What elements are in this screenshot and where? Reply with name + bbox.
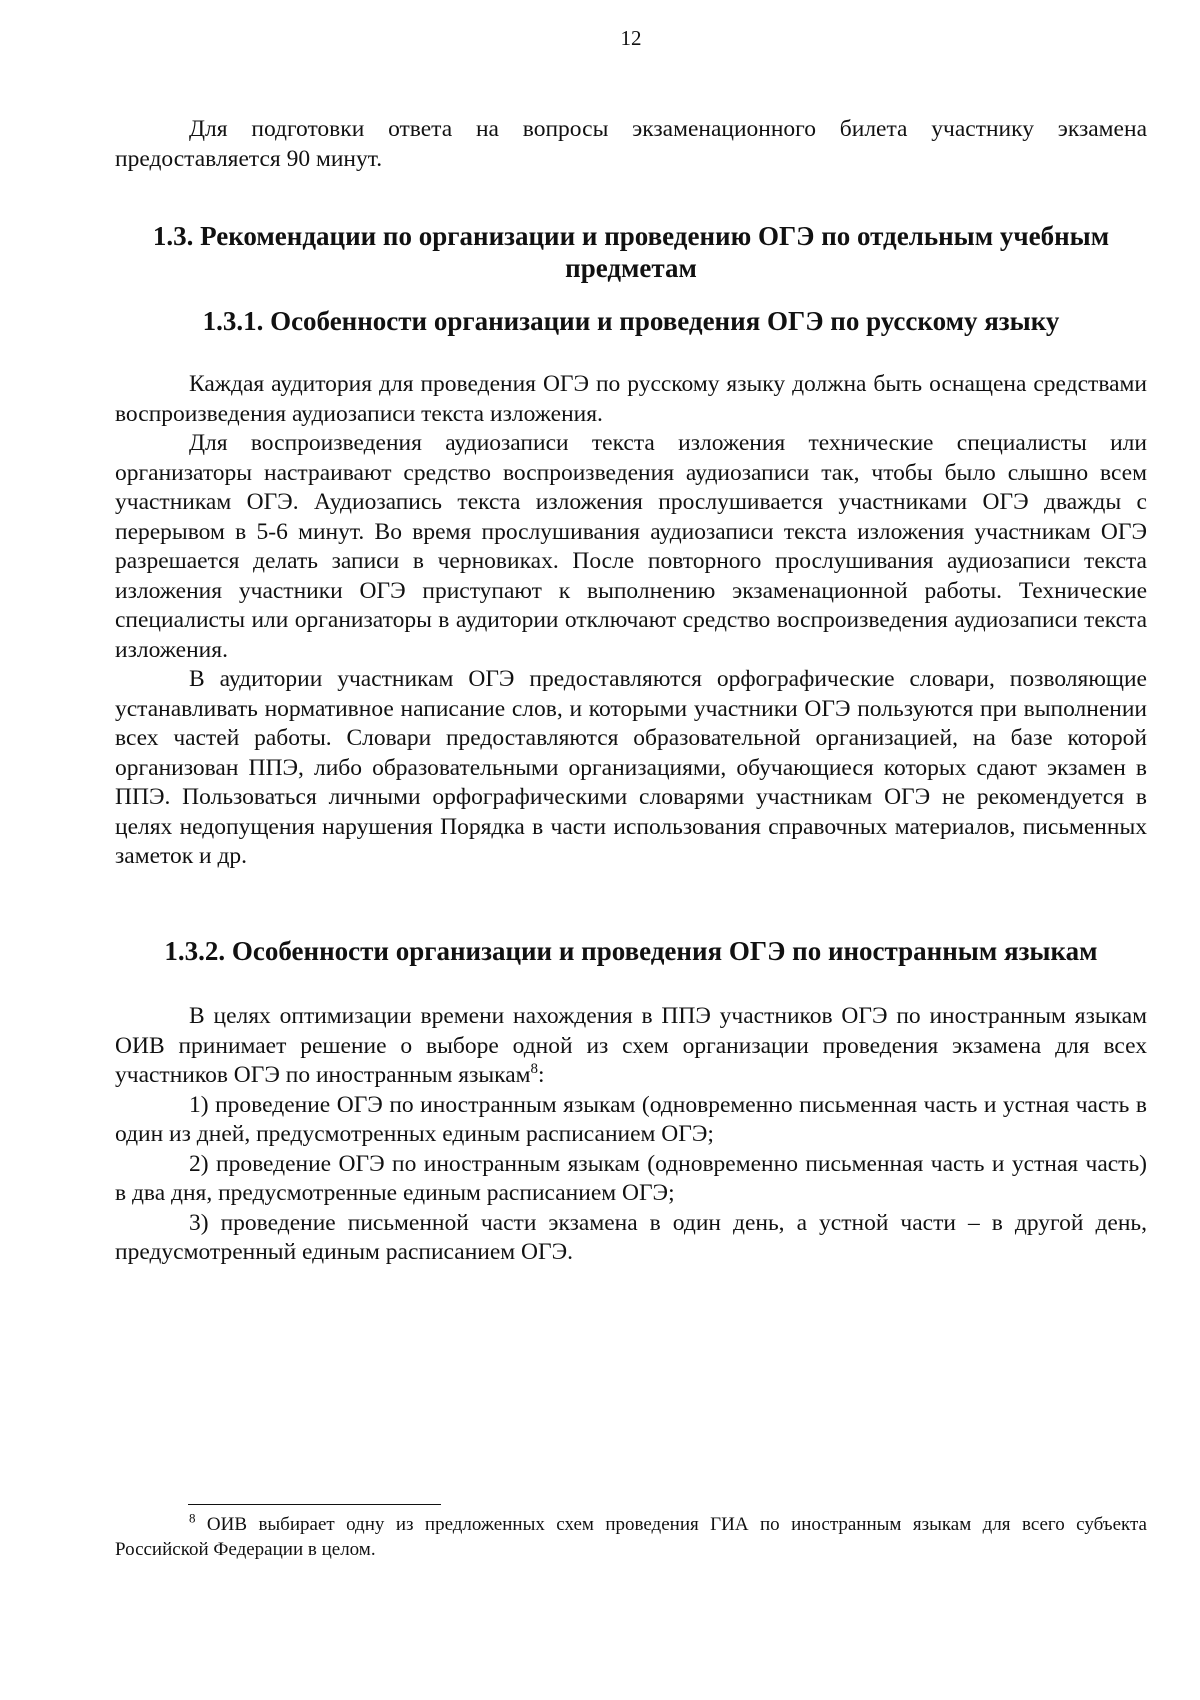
footnote-reference[interactable]: 8 — [530, 1061, 539, 1078]
paragraph-text: В целях оптимизации времени нахождения в ППЭ участников ОГЭ по иностранным языкам ОИВ принимает решение о выборе одной из схем организации проведения экзамена для всех участников ОГЭ по иностранным языкам — [115, 1003, 1147, 1088]
section-1-3-1-body — [115, 370, 1147, 872]
footnote — [115, 1512, 1147, 1562]
footnote-marker: 8 — [189, 1510, 196, 1526]
section-heading-1-3-1: 1.3.1. Особенности организации и проведения ОГЭ по русскому языку — [202, 306, 1060, 336]
intro-block — [115, 115, 1147, 174]
footnote-text: ОИВ выбирает одну из предложенных схем проведения ГИА по иностранным языкам для всего субъекта Российской Федерации в целом. — [115, 1514, 1147, 1560]
intro-paragraph: Для подготовки ответа на вопросы экзаменационного билета участнику экзамена предоставляется 90 минут. — [115, 116, 1147, 172]
paragraph: В аудитории участникам ОГЭ предоставляются орфографические словари, позволяющие устанавливать нормативное написание слов, и которыми участники ОГЭ пользуются при выполнении всех частей работы. Словари предоставляются образовательной организацией, на базе которой организован ППЭ, либо образовательными организациями, обучающиеся которых сдают экзамен в ППЭ. Пользоваться личными орфографическими словарями участникам ОГЭ не рекомендуется в целях недопущения нарушения Порядка в части использования справочных материалов, письменных заметок и др. — [115, 666, 1147, 869]
list-item: 1) проведение ОГЭ по иностранным языкам (одновременно письменная часть и устная часть в один из дней, предусмотренных единым расписанием ОГЭ; — [115, 1091, 1147, 1147]
paragraph-punctuation: : — [538, 1062, 545, 1088]
section-1-3-2-body — [115, 1002, 1147, 1268]
paragraph: Каждая аудитория для проведения ОГЭ по русскому языку должна быть оснащена средствами воспроизведения аудиозаписи текста изложения. — [115, 371, 1147, 427]
list-item: 2) проведение ОГЭ по иностранным языкам (одновременно письменная часть и устная часть) в два дня, предусмотренные единым расписанием ОГЭ; — [115, 1150, 1147, 1206]
paragraph: Для воспроизведения аудиозаписи текста изложения технические специалисты или организаторы настраивают средство воспроизведения аудиозаписи так, чтобы было слышно всем участникам ОГЭ. Аудиозапись текста изложения прослушивается участниками ОГЭ дважды с перерывом в 5-6 минут. Во время прослушивания аудиозаписи текста изложения участникам ОГЭ разрешается делать записи в черновиках. После повторного прослушивания аудиозаписи текста изложения участники ОГЭ приступают к выполнению экзаменационной работы. Технические специалисты или организаторы в аудитории отключают средство воспроизведения аудиозаписи текста изложения. — [115, 430, 1147, 663]
footnote-divider — [188, 1504, 441, 1505]
paragraph — [115, 1002, 1147, 1091]
list-item: 3) проведение письменной части экзамена в один день, а устной части – в другой день, предусмотренный единым расписанием ОГЭ. — [115, 1209, 1147, 1265]
document-page — [115, 0, 1147, 1700]
section-heading-1-3: 1.3. Рекомендации по организации и проведению ОГЭ по отдельным учебным предметам — [152, 221, 1110, 283]
section-heading-1-3-2: 1.3.2. Особенности организации и проведения ОГЭ по иностранным языкам — [164, 936, 1098, 966]
page-number: 12 — [620, 26, 642, 50]
